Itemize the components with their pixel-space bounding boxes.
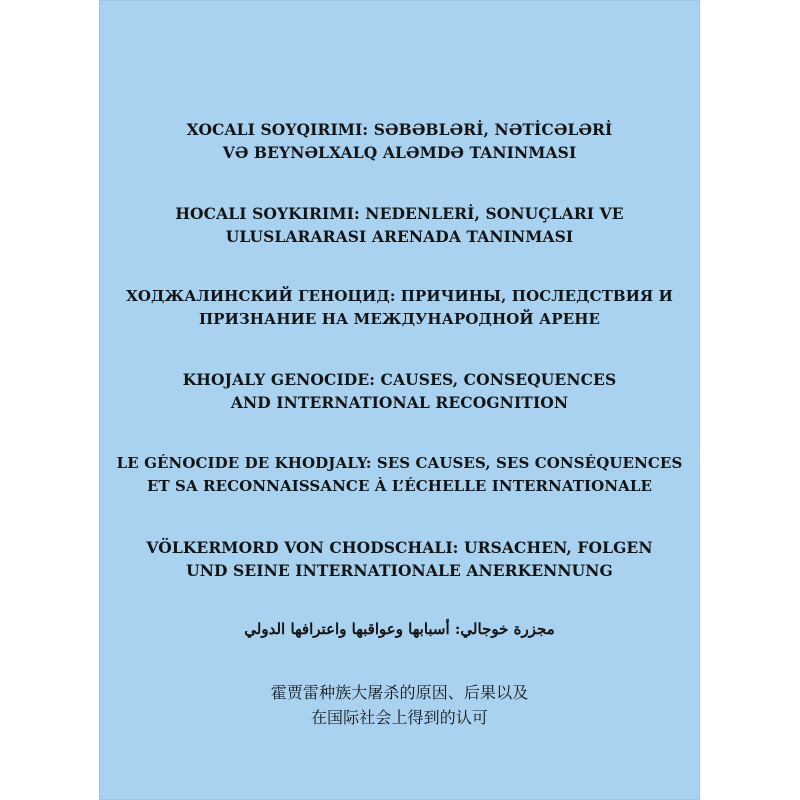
title-russian xyxy=(99,285,700,331)
title-french xyxy=(99,452,700,498)
title-arabic-line-1: مجزرة خوجالي: أسبابها وعواقبها واعترافها الدولي xyxy=(244,620,555,638)
title-arabic xyxy=(99,618,700,641)
book-cover xyxy=(99,0,700,800)
title-russian-line-1: ХОДЖАЛИНСКИЙ ГЕНОЦИД: ПРИЧИНЫ, ПОСЛЕДСТВИЯ И xyxy=(126,287,673,305)
title-turkish-line-1: HOCALI SOYKIRIMI: NEDENLERİ, SONUÇLARI VE xyxy=(175,204,624,223)
title-english-line-1: KHOJALY GENOCIDE: CAUSES, CONSEQUENCES xyxy=(182,370,617,389)
title-turkish xyxy=(99,202,700,248)
title-german-line-2: UND SEINE INTERNATIONALE ANERKENNUNG xyxy=(186,561,613,580)
title-chinese-line-1: 霍贾雷种族大屠杀的原因、后果以及 xyxy=(270,683,529,702)
title-chinese xyxy=(99,680,700,730)
title-russian-line-2: ПРИЗНАНИЕ НА МЕЖДУНАРОДНОЙ АРЕНЕ xyxy=(198,310,601,328)
title-chinese-line-2: 在国际社会上得到的认可 xyxy=(310,708,489,727)
title-azerbaijani-line-1: XOCALI SOYQIRIMI: SƏBƏBLƏRİ, NƏTİCƏLƏRİ xyxy=(186,120,613,139)
title-azerbaijani xyxy=(99,118,700,164)
title-german-line-1: VÖLKERMORD VON CHODSCHALI: URSACHEN, FOLGEN xyxy=(146,538,653,557)
title-english xyxy=(99,368,700,414)
title-turkish-line-2: ULUSLARARASI ARENADA TANINMASI xyxy=(225,227,574,246)
title-french-line-2: ET SA RECONNAISSANCE À L’ÉCHELLE INTERNATIONALE xyxy=(146,477,653,495)
title-french-line-1: LE GÉNOCIDE DE KHODJALY: SES CAUSES, SES CONSÉQUENCES xyxy=(116,454,683,472)
title-azerbaijani-line-2: VƏ BEYNƏLXALQ ALƏMDƏ TANINMASI xyxy=(222,143,577,162)
title-german xyxy=(99,536,700,582)
title-english-line-2: AND INTERNATIONAL RECOGNITION xyxy=(230,393,569,412)
